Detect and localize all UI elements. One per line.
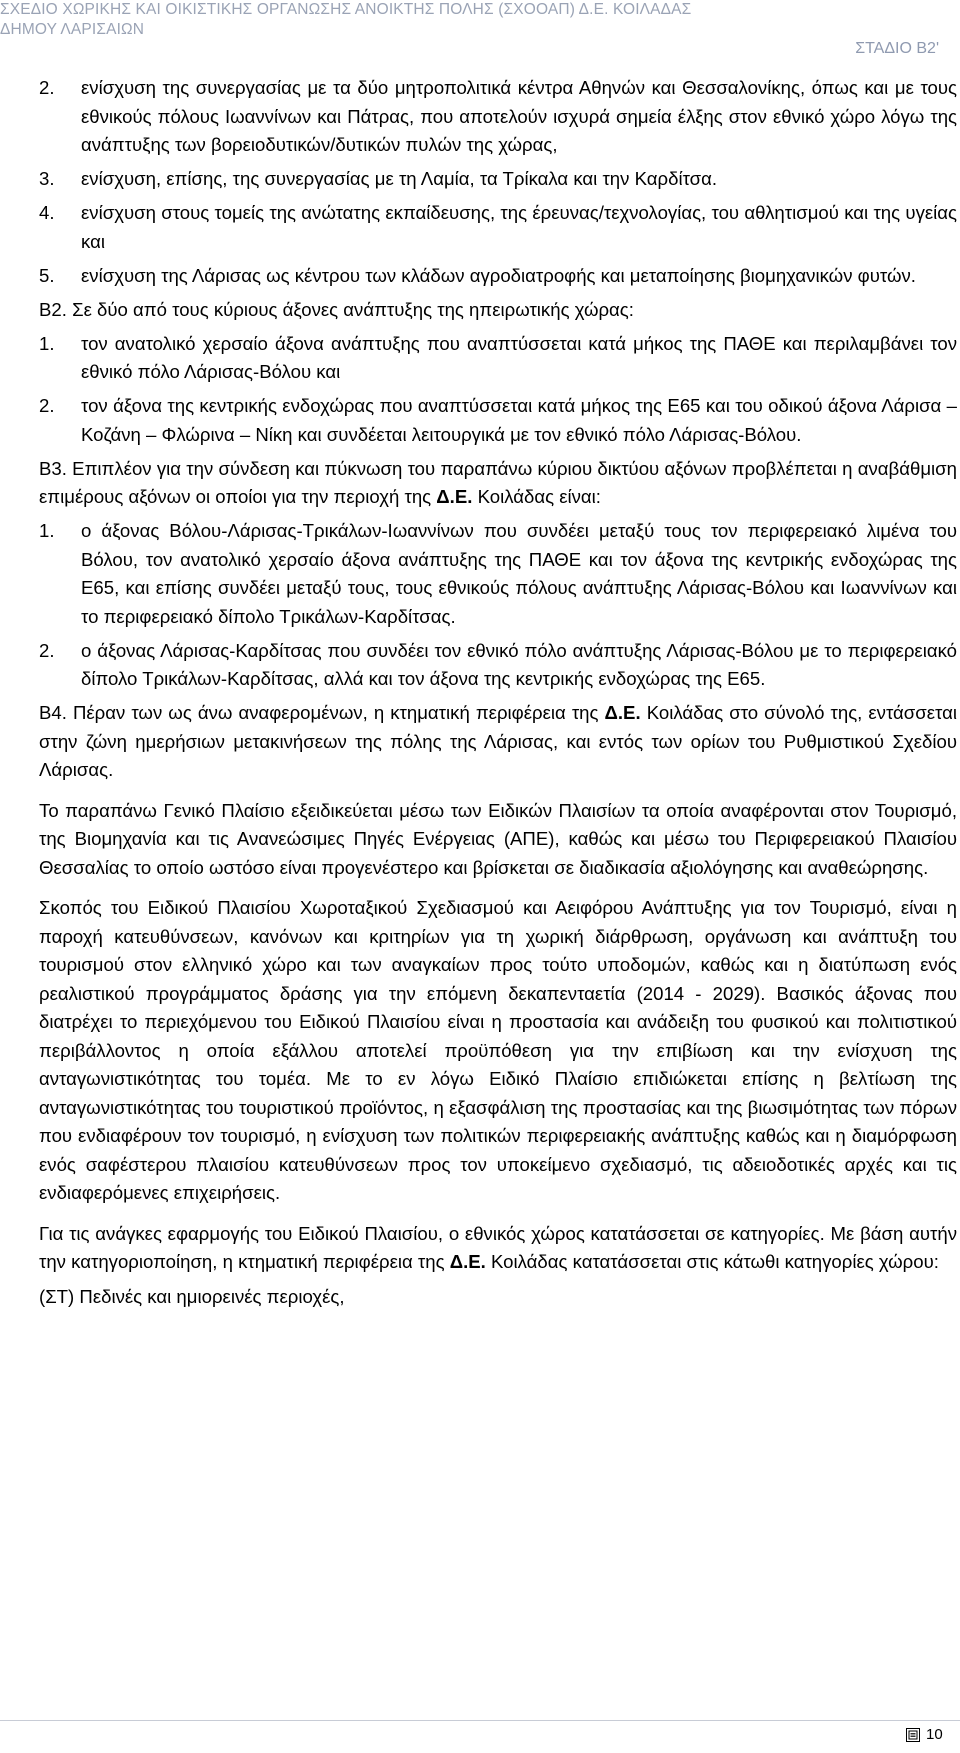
document-body: [39, 74, 957, 1317]
section-b4-paragraph: Β4. Πέραν των ως άνω αναφερομένων, η κτηματική περιφέρεια της Δ.Ε. Κοιλάδας στο σύνολό της, εντάσσεται στην ζώνη ημερήσιων μετακινήσεων της πόλης της Λάρισας, και εντός των ορίων του Ρυθμιστικού Σχεδίου Λάρισας.: [39, 702, 957, 780]
list-b3-axes: [39, 517, 957, 694]
tourism-framework-paragraph: Σκοπός του Ειδικού Πλαισίου Χωροταξικού Σχεδιασμού και Αειφόρου Ανάπτυξης για τον Τουρισμό, είναι η παροχή κατευθύνσεων, κανόνων και κριτηρίων για τη χωρική διάρθρωση, οργάνωση και ανάπτυξη του τουρισμού στον ελληνικό χώρο και των αναγκαίων προς τούτο υποδομών, καθώς και η διατύπωση ενός ρεαλιστικού προγράμματος δράσης για την επόμενη δεκαπενταετία (2014 - 2029). Βασικός άξονας που διατρέχει το περιεχόμενου του Ειδικού Πλαισίου είναι η προστασία και ανάδειξη του φυσικού και πολιτιστικού περιβάλλοντος η οποία εξάλλου αποτελεί προϋπόθεση για την επιβίωση και την ενίσχυση της ανταγωνιστικότητας του τομέα. Με το εν λόγω Ειδικό Πλαίσιο επιδιώκεται επίσης η βελτίωση της ανταγωνιστικότητας του τουριστικού προϊόντος, η εξασφάλιση της προστασίας και της βιωσιμότητας των πόρων που ενδιαφέρουν τον τουρισμό, η ενίσχυση των πολιτικών περιφερειακής ανάπτυξης καθώς και η διαμόρφωση ενός σαφέστερου πλαισίου κατευθύνσεων προς τον υποκείμενο σχεδιασμό, τις αδειοδοτικές αρχές και τις ενδιαφερόμενες επιχειρήσεις.: [39, 897, 957, 1203]
list-item: 2. τον άξονα της κεντρικής ενδοχώρας που αναπτύσσεται κατά μήκος της Ε65 και του οδικού άξονα Λάρισα – Κοζάνη – Φλώρινα – Νίκη και συνδέεται λειτουργικά με τον εθνικό πόλο Λάρισας-Βόλου.: [39, 395, 957, 445]
category-item: (ΣΤ) Πεδινές και ημιορεινές περιοχές,: [39, 1285, 345, 1307]
categories-paragraph: Για τις ανάγκες εφαρμογής του Ειδικού Πλαισίου, ο εθνικός χώρος κατατάσσεται σε κατηγορίες. Με βάση αυτήν την κατηγοριοποίηση, η κτηματική περιφέρεια της Δ.Ε. Κοιλάδας κατατάσσεται στις κάτωθι κατηγορίες χώρου:: [39, 1222, 957, 1272]
list-item: 1. τον ανατολικό χερσαίο άξονα ανάπτυξης που αναπτύσσεται κατά μήκος της ΠΑΘΕ και περιλαμβάνει τον εθνικό πόλο Λάρισας-Βόλου και: [39, 332, 957, 382]
list-item: 4. ενίσχυση στους τομείς της ανώτατης εκπαίδευσης, της έρευνας/τεχνολογίας, του αθλητισμού και της υγείας και: [39, 202, 957, 252]
list-item: 2. ενίσχυση της συνεργασίας με τα δύο μητροπολιτικά κέντρα Αθηνών και Θεσσαλονίκης, όπως και με τους εθνικούς πόλους Ιωαννίνων και Πάτρας, που αποτελούν ισχυρά σημεία έλξης στον εθνικό χώρο λόγω της ανάπτυξης των βορειοδυτικών/δυτικών πυλών της χώρας,: [39, 77, 957, 155]
list-item: 3. ενίσχυση, επίσης, της συνεργασίας με τη Λαμία, τα Τρίκαλα και την Καρδίτσα.: [39, 168, 718, 189]
list-item: 2. ο άξονας Λάρισας-Καρδίτσας που συνδέει τον εθνικό πόλο ανάπτυξης Λάρισας-Βόλου με το περιφερειακό δίπολο Τρικάλων-Καρδίτσας, αλλά και τον άξονα της κεντρικής ενδοχώρας της Ε65.: [39, 639, 957, 689]
list-item: 5. ενίσχυση της Λάρισας ως κέντρου των κλάδων αγροδιατροφής και μεταποίησης βιομηχανικών φυτών.: [39, 264, 916, 286]
stage-label: ΣΤΑΔΙΟ Β2': [855, 40, 939, 57]
list-b2-axes: [39, 330, 957, 450]
section-b3-paragraph: Β3. Επιπλέον για την σύνδεση και πύκνωση του παραπάνω κύριου δικτύου αξόνων προβλέπεται η αναβάθμιση επιμέρους αξόνων οι οποίοι για την περιοχή της Δ.Ε. Κοιλάδας είναι:: [39, 457, 957, 507]
header-title-line1: ΣΧΕΔΙΟ ΧΩΡΙΚΗΣ ΚΑΙ ΟΙΚΙΣΤΙΚΗΣ ΟΡΓΑΝΩΣΗΣ ΑΝΟΙΚΤΗΣ ΠΟΛΗΣ (ΣΧΟΟΑΠ) Δ.Ε. ΚΟΙΛΑΔΑΣ: [0, 1, 692, 18]
list-item: 1. ο άξονας Βόλου-Λάρισας-Τρικάλων-Ιωαννίνων που συνδέει μεταξύ τους τον περιφερειακό λιμένα του Βόλου, τον ανατολικό χερσαίο άξονα ανάπτυξης της ΠΑΘΕ και τον άξονα της κεντρικής ενδοχώρας της Ε65, και επίσης συνδέει μεταξύ τους, τους εθνικούς πόλους ανάπτυξης Λάρισας-Βόλου και Ιωαννίνων και το περιφερειακό δίπολο Τρικάλων-Καρδίτσας.: [39, 520, 957, 627]
document-header: [0, 0, 960, 60]
section-b2-heading: Β2. Σε δύο από τους κύριους άξονες ανάπτυξης της ηπειρωτικής χώρας:: [39, 298, 634, 320]
header-title-line2: ΔΗΜΟΥ ΛΑΡΙΣΑΙΩΝ: [0, 21, 145, 38]
page-number: 10: [926, 1726, 943, 1743]
general-framework-paragraph: Το παραπάνω Γενικό Πλαίσιο εξειδικεύεται μέσω των Ειδικών Πλαισίων τα οποία αναφέρονται στον Τουρισμό, της Βιομηχανία και τις Ανανεώσιμες Πηγές Ενέργειας (ΑΠΕ), καθώς και μέσω του Περιφερειακού Πλαισίου Θεσσαλίας το οποίο ωστόσο είναι προγενέστερο και βρίσκεται σε διαδικασία αξιολόγησης και αναθεώρησης.: [39, 799, 957, 878]
list-municipality-cooperation: [39, 74, 957, 290]
page-icon: [906, 1728, 920, 1742]
footer-divider: [0, 1720, 960, 1721]
